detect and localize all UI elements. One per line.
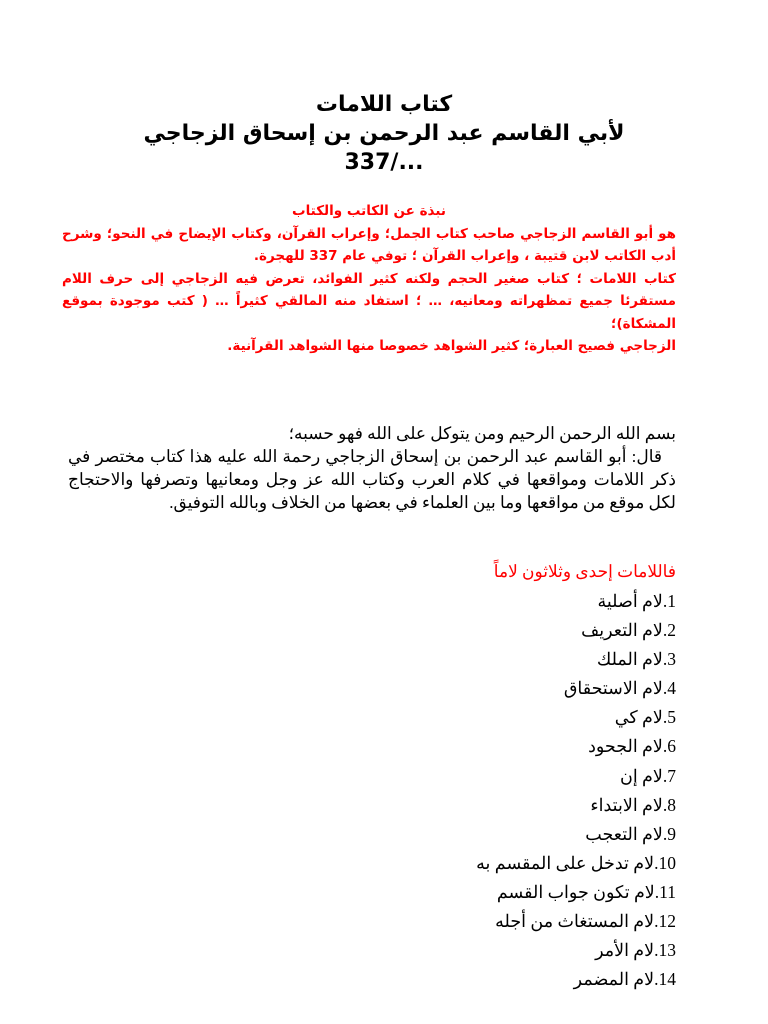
- title-block: [60, 90, 708, 177]
- list-item: [356, 965, 676, 994]
- list-item-number: 11.: [654, 881, 676, 902]
- lam-list: [356, 587, 676, 994]
- list-item-text: لام التعجب: [585, 823, 663, 844]
- list-item-text: لام الاستحقاق: [563, 678, 663, 699]
- list-item-number: 10.: [654, 852, 676, 873]
- list-item: [356, 791, 676, 820]
- list-item-text: لام الملك: [596, 649, 663, 670]
- list-item: [356, 849, 676, 878]
- list-item-number: 2.: [662, 620, 676, 641]
- list-item-text: لام إن: [619, 765, 663, 786]
- list-item-text: لام المضمر: [573, 969, 655, 990]
- list-item: [356, 645, 676, 674]
- list-item-number: 1.: [662, 591, 676, 611]
- lam-count-line: فاللامات إحدى وثلاثون لاماً: [493, 562, 676, 581]
- list-item-text: لام الأمر: [595, 940, 655, 961]
- intro-section: [62, 200, 676, 358]
- list-item-number: 7.: [662, 765, 676, 786]
- intro-heading: نبذة عن الكاتب والكتاب: [292, 203, 446, 219]
- list-item-number: 4.: [662, 678, 676, 699]
- intro-paragraph-style: الزجاجي فصيح العبارة؛ كثير الشواهد خصوصا منها الشواهد القرآنية.: [227, 338, 676, 354]
- intro-paragraph-author: هو أبو القاسم الزجاجي صاحب كتاب الجمل؛ وإعراب القرآن، وكتاب الإيضاح في النحو؛ وشرح أدب الكاتب لابن قتيبة ، وإعراب القرآن ؛ توفي عام 337 للهجرة.: [62, 225, 676, 264]
- list-item-text: لام الجحود: [588, 736, 663, 757]
- list-item-text: لام التعريف: [581, 620, 663, 641]
- list-item: [356, 587, 676, 616]
- list-item-number: 14.: [654, 969, 676, 990]
- book-title: كتاب اللامات: [315, 92, 453, 117]
- list-item: [356, 820, 676, 849]
- list-item-text: لام كي: [614, 707, 663, 728]
- list-item: [356, 674, 676, 703]
- list-item: [356, 762, 676, 791]
- list-item-text: لام تدخل على المقسم به: [476, 852, 655, 873]
- list-item: [356, 907, 676, 936]
- basmala-line: بسم الله الرحمن الرحيم ومن يتوكل على الله فهو حسبه؛: [288, 424, 676, 443]
- author-line: لأبي القاسم عبد الرحمن بن إسحاق الزجاجي: [143, 121, 625, 146]
- list-item: [356, 878, 676, 907]
- list-item-number: 13.: [654, 940, 676, 961]
- list-item-number: 6.: [662, 736, 676, 757]
- list-item-text: لام الابتداء: [590, 794, 663, 815]
- list-item-number: 5.: [662, 707, 676, 728]
- body-text: [68, 422, 676, 514]
- death-date: 337/...: [344, 150, 424, 175]
- list-item-text: لام أصلية: [597, 591, 663, 611]
- list-item-text: لام المستغاث من أجله: [495, 911, 655, 932]
- intro-paragraph-book: كتاب اللامات ؛ كتاب صغير الحجم ولكنه كثير الفوائد، تعرض فيه الزجاجي إلى حرف اللام مستقرئا جميع تمظهراته ومعانيه، … ؛ استفاد منه المالقي كثيراً … ( كتب موجودة بموقع المشكاة)؛: [62, 270, 676, 332]
- opening-paragraph: قال: أبو القاسم عبد الرحمن بن إسحاق الزجاجي رحمة الله عليه هذا كتاب مختصر في ذكر اللامات ومواقعها في كلام العرب وكتاب الله عز وجل ومعانيها وتصرفها والاحتجاج لكل موقع من مواقعها وما بين العلماء في بعضها من الخلاف وبالله التوفيق.: [68, 447, 676, 512]
- list-item-number: 3.: [662, 649, 676, 670]
- list-item: [356, 936, 676, 965]
- list-item-number: 8.: [662, 794, 676, 815]
- list-item: [356, 703, 676, 732]
- list-item: [356, 732, 676, 761]
- list-item-number: 9.: [662, 823, 676, 844]
- list-item-number: 12.: [654, 911, 676, 932]
- list-item: [356, 616, 676, 645]
- list-item-text: لام تكون جواب القسم: [496, 881, 655, 902]
